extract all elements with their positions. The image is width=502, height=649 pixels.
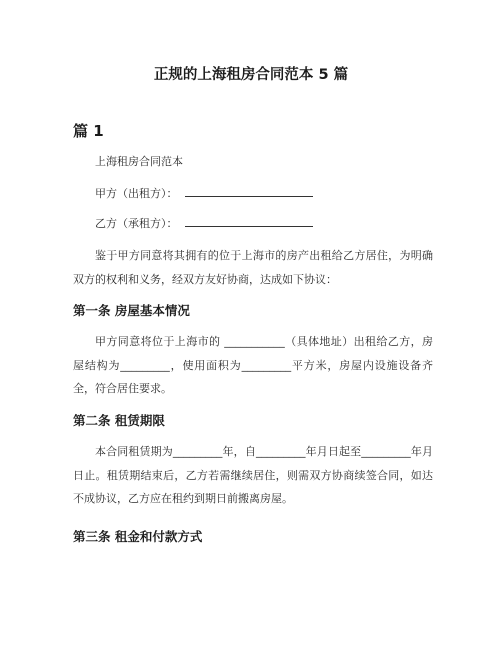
party-a-blank <box>185 184 313 197</box>
article-1-body: 甲方同意将位于上海市的 ___________（具体地址）出租给乙方，房屋结构为_________，使用面积为_________平方米，房屋内设施设备齐全，符合居住要求。 <box>73 335 433 395</box>
section-heading: 篇 1 <box>73 122 104 140</box>
party-a-line <box>95 184 313 202</box>
preamble-paragraph: 鉴于甲方同意将其拥有的位于上海市的房产出租给乙方居住，为明确双方的权利和义务，经双方友好协商，达成如下协议： <box>73 249 433 286</box>
party-b-blank <box>185 214 313 227</box>
article-2-body: 本合同租赁期为_________年，自_________年月日起至_________年月日止。租赁期结束后，乙方若需继续居住，则需双方协商续签合同，如达不成协议，乙方应在租约到期日前搬离房屋。 <box>73 445 433 505</box>
article-1-heading: 第一条 房屋基本情况 <box>73 303 190 318</box>
party-b-line <box>95 214 313 232</box>
contract-name: 上海租房合同范本 <box>95 155 183 168</box>
article-3-heading: 第三条 租金和付款方式 <box>73 529 203 544</box>
party-a-label: 甲方（出租方）： <box>95 187 178 200</box>
article-2-heading: 第二条 租赁期限 <box>73 413 165 428</box>
document-title: 正规的上海租房合同范本 5 篇 <box>153 67 349 83</box>
party-b-label: 乙方（承租方）： <box>95 217 178 230</box>
